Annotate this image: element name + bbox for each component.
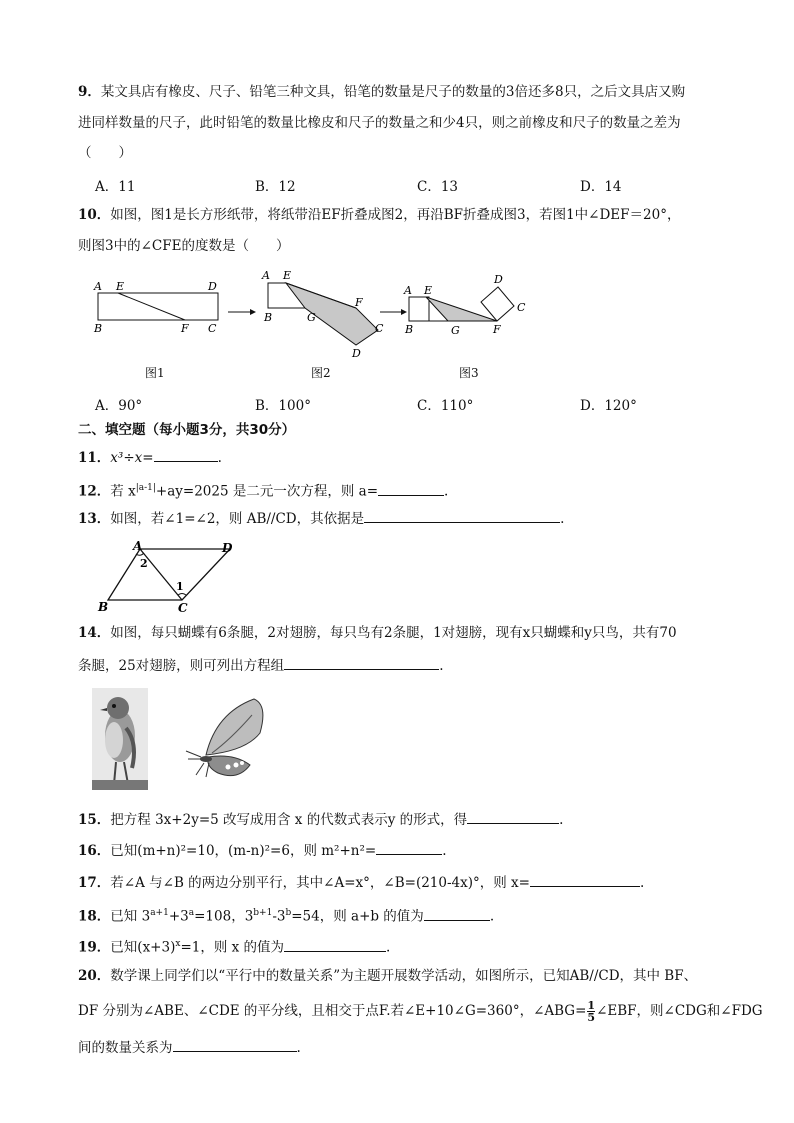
figure-2-folded — [261, 269, 384, 360]
arrow-1-icon — [228, 309, 256, 315]
q9-options — [95, 175, 715, 195]
fig3-label-b: B — [405, 323, 414, 336]
figure-3-folded — [403, 273, 526, 337]
fig3-label-d: D — [494, 273, 503, 286]
q9-line3: （ ） — [78, 145, 132, 161]
fig1-label-d: D — [208, 280, 217, 293]
fig2-label-d: D — [352, 347, 361, 360]
fig1-label-b: B — [94, 322, 103, 335]
q10-number: 10． — [78, 207, 111, 223]
q16-answer-blank[interactable] — [376, 840, 442, 855]
q19: 19．已知$(x+3)^x=1$，则 x 的值为 . — [78, 934, 390, 958]
fig3-label-c: C — [517, 301, 526, 314]
q20-line1: 20．数学课上同学们以“平行中的数量关系”为主题开展数学活动，如图所示，已知AB//CD，其中 BF、 — [78, 968, 698, 984]
fig2-label-f: F — [355, 296, 363, 309]
q12: 12．若 $x^{|a-1|}+ay=2025$ 是二元一次方程，则 a= . — [78, 478, 448, 502]
q13: 13．如图，若∠1=∠2，则 AB//CD，其依据是 . — [78, 508, 564, 529]
q20-fraction: $\frac{1}{5}$ — [587, 999, 596, 1024]
figure-1-rect-strip — [93, 280, 218, 335]
fig2-label-b: B — [264, 311, 273, 324]
butterfly-image — [176, 693, 276, 783]
fig3-caption: 图3 — [459, 366, 479, 380]
q13-label-c: C — [178, 601, 188, 615]
q10-line1: 10．如图，图1是长方形纸带，将纸带沿EF折叠成图2，再沿BF折叠成图3，若图1中∠DEF＝20°， — [78, 207, 681, 223]
fig2-label-a: A — [262, 269, 270, 282]
bird-image — [92, 688, 148, 790]
q15: 15．把方程 3x+2y=5 改写成用含 x 的代数式表示y 的形式，得 . — [78, 809, 563, 830]
fig1-label-a: A — [94, 280, 102, 293]
fig1-caption: 图1 — [145, 366, 165, 380]
q18-answer-blank[interactable] — [424, 906, 490, 921]
q10-option-a[interactable]: A．90° — [95, 398, 143, 414]
section-heading: 二、填空题（每小题3分，共30分） — [78, 422, 296, 438]
q20-line2: DF 分别为∠ABE、∠CDE 的平分线，且相交于点F.若∠E+10∠G=360°，∠ABG= $\frac{1}{5}$ ∠EBF，则∠CDG和∠FDG — [78, 999, 763, 1024]
q10-option-d[interactable]: D．120° — [580, 398, 637, 414]
q9-number: 9． — [78, 84, 101, 100]
q13-label-d: D — [222, 541, 233, 555]
q13-label-2: 2 — [140, 557, 148, 570]
fig2-caption: 图2 — [311, 366, 331, 380]
q13-parallelogram-figure — [92, 537, 252, 615]
q10-option-c[interactable]: C．110° — [417, 398, 474, 414]
fig1-label-c: C — [208, 322, 217, 335]
fig3-label-f: F — [493, 323, 501, 336]
q11: 11．x³÷x= . — [78, 447, 222, 468]
fig2-label-g: G — [307, 311, 316, 324]
fig3-label-e: E — [424, 284, 433, 297]
q10-option-b[interactable]: B．100° — [255, 398, 311, 414]
fig3-label-a: A — [404, 284, 412, 297]
fig2-label-e: E — [283, 269, 292, 282]
q18: 18．已知 $3^{a+1}+3^a=108$，$3^{b+1}-3^b=54$，则 a+b 的值为 . — [78, 903, 494, 927]
q11-answer-blank[interactable] — [154, 447, 218, 462]
q9-option-b[interactable]: B．12 — [255, 179, 296, 195]
q17-answer-blank[interactable] — [530, 872, 640, 887]
q13-answer-blank[interactable] — [364, 508, 560, 523]
q12-answer-blank[interactable] — [378, 481, 444, 496]
fig3-label-g: G — [451, 324, 460, 337]
q14-line2: 条腿，25对翅膀，则可列出方程组 . — [78, 655, 443, 676]
q10-options — [95, 394, 715, 414]
q16: 16．已知(m+n)²=10，(m-n)²=6，则 m²+n²= . — [78, 840, 446, 861]
q15-answer-blank[interactable] — [467, 809, 559, 824]
fig1-label-e: E — [116, 280, 125, 293]
q9-option-c[interactable]: C．13 — [417, 179, 459, 195]
q9-line1: 9．某文具店有橡皮、尺子、铅笔三种文具，铅笔的数量是尺子的数量的3倍还多8只，之后文具店又购 — [78, 84, 686, 100]
q20-answer-blank[interactable] — [173, 1037, 297, 1052]
q13-label-a: A — [133, 539, 143, 553]
q14-answer-blank[interactable] — [284, 655, 439, 670]
q9-line2: 进同样数量的尺子，此时铅笔的数量比橡皮和尺子的数量之和少4只，则之前橡皮和尺子的数量之差为 — [78, 115, 681, 131]
q13-label-1: 1 — [176, 580, 184, 593]
fig2-label-c: C — [375, 322, 384, 335]
q9-option-d[interactable]: D．14 — [580, 179, 622, 195]
q17: 17．若∠A 与∠B 的两边分别平行，其中∠A=x°，∠B=(210-4x)°，则 x= . — [78, 872, 644, 893]
q13-label-b: B — [98, 600, 109, 614]
arrow-2-icon — [380, 309, 407, 315]
q20-line3: 间的数量关系为 . — [78, 1037, 301, 1058]
q19-answer-blank[interactable] — [284, 937, 386, 952]
fig1-label-f: F — [181, 322, 189, 335]
q14-line1: 14．如图，每只蝴蝶有6条腿，2对翅膀，每只鸟有2条腿，1对翅膀，现有x只蝴蝶和y只鸟，共有70 — [78, 625, 677, 641]
q9-option-a[interactable]: A．11 — [95, 179, 136, 195]
q10-line2: 则图3中的∠CFE的度数是（ ） — [78, 238, 290, 254]
